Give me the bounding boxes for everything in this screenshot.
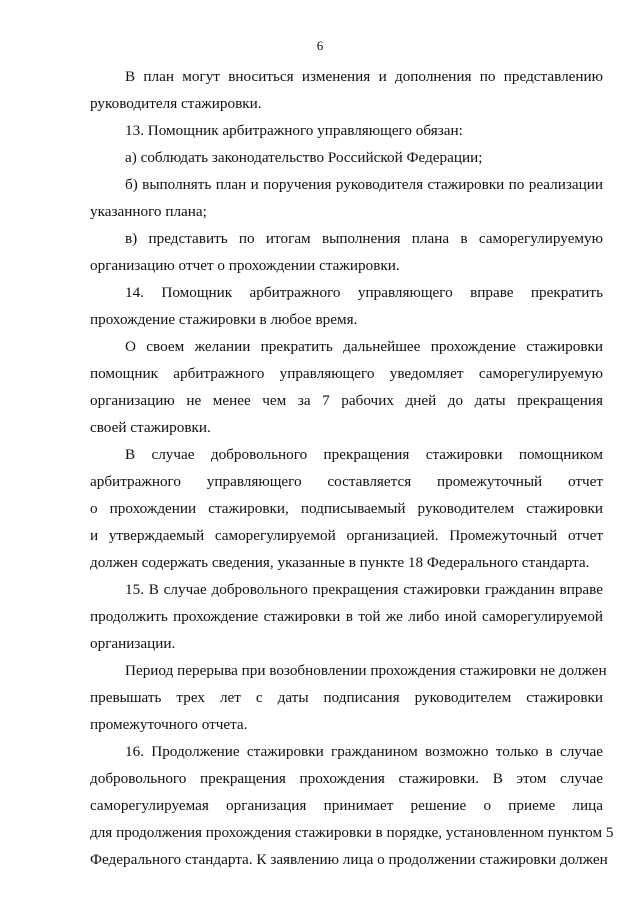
text-line: организации. bbox=[90, 635, 176, 652]
text-line: организацию не менее чем за 7 рабочих дней до даты прекращения bbox=[90, 392, 603, 409]
text-line: продолжить прохождение стажировки в той же либо иной саморегулируемой bbox=[90, 608, 603, 625]
text-line: о прохождении стажировки, подписываемый руководителем стажировки bbox=[90, 500, 603, 517]
text-line: должен содержать сведения, указанные в пункте 18 Федерального стандарта. bbox=[90, 554, 590, 571]
text-line: 15. В случае добровольного прекращения стажировки гражданин вправе bbox=[125, 581, 603, 598]
text-line: прохождение стажировки в любое время. bbox=[90, 311, 358, 328]
text-line: б) выполнять план и поручения руководителя стажировки по реализации bbox=[125, 176, 603, 193]
text-line: саморегулируемая организация принимает решение о приеме лица bbox=[90, 797, 603, 814]
text-line: своей стажировки. bbox=[90, 419, 211, 436]
text-line: и утверждаемый саморегулируемой организацией. Промежуточный отчет bbox=[90, 527, 603, 544]
text-line: Федерального стандарта. К заявлению лица о продолжении стажировки должен bbox=[90, 851, 608, 868]
text-line: 16. Продолжение стажировки гражданином возможно только в случае bbox=[125, 743, 603, 760]
text-line: превышать трех лет с даты подписания руководителем стажировки bbox=[90, 689, 603, 706]
page-number: 6 bbox=[316, 38, 324, 53]
text-line: для продолжения прохождения стажировки в порядке, установленном пунктом 5 bbox=[90, 824, 614, 841]
text-line: промежуточного отчета. bbox=[90, 716, 248, 733]
text-line: В случае добровольного прекращения стажировки помощником bbox=[125, 446, 603, 463]
text-line: в) представить по итогам выполнения плана в саморегулируемую bbox=[125, 230, 603, 247]
text-line: руководителя стажировки. bbox=[90, 95, 262, 112]
text-line: арбитражного управляющего составляется промежуточный отчет bbox=[90, 473, 603, 490]
text-line: В план могут вноситься изменения и дополнения по представлению bbox=[125, 68, 603, 85]
text-line: а) соблюдать законодательство Российской Федерации; bbox=[125, 149, 483, 166]
text-line: организацию отчет о прохождении стажировки. bbox=[90, 257, 400, 274]
text-line: 14. Помощник арбитражного управляющего вправе прекратить bbox=[125, 284, 603, 301]
text-line: О своем желании прекратить дальнейшее прохождение стажировки bbox=[125, 338, 603, 355]
text-line: помощник арбитражного управляющего уведомляет саморегулируемую bbox=[90, 365, 603, 382]
text-line: Период перерыва при возобновлении прохождения стажировки не должен bbox=[125, 662, 607, 679]
text-line: указанного плана; bbox=[90, 203, 207, 220]
text-line: добровольного прекращения прохождения стажировки. В этом случае bbox=[90, 770, 603, 787]
text-line: 13. Помощник арбитражного управляющего обязан: bbox=[125, 122, 463, 139]
